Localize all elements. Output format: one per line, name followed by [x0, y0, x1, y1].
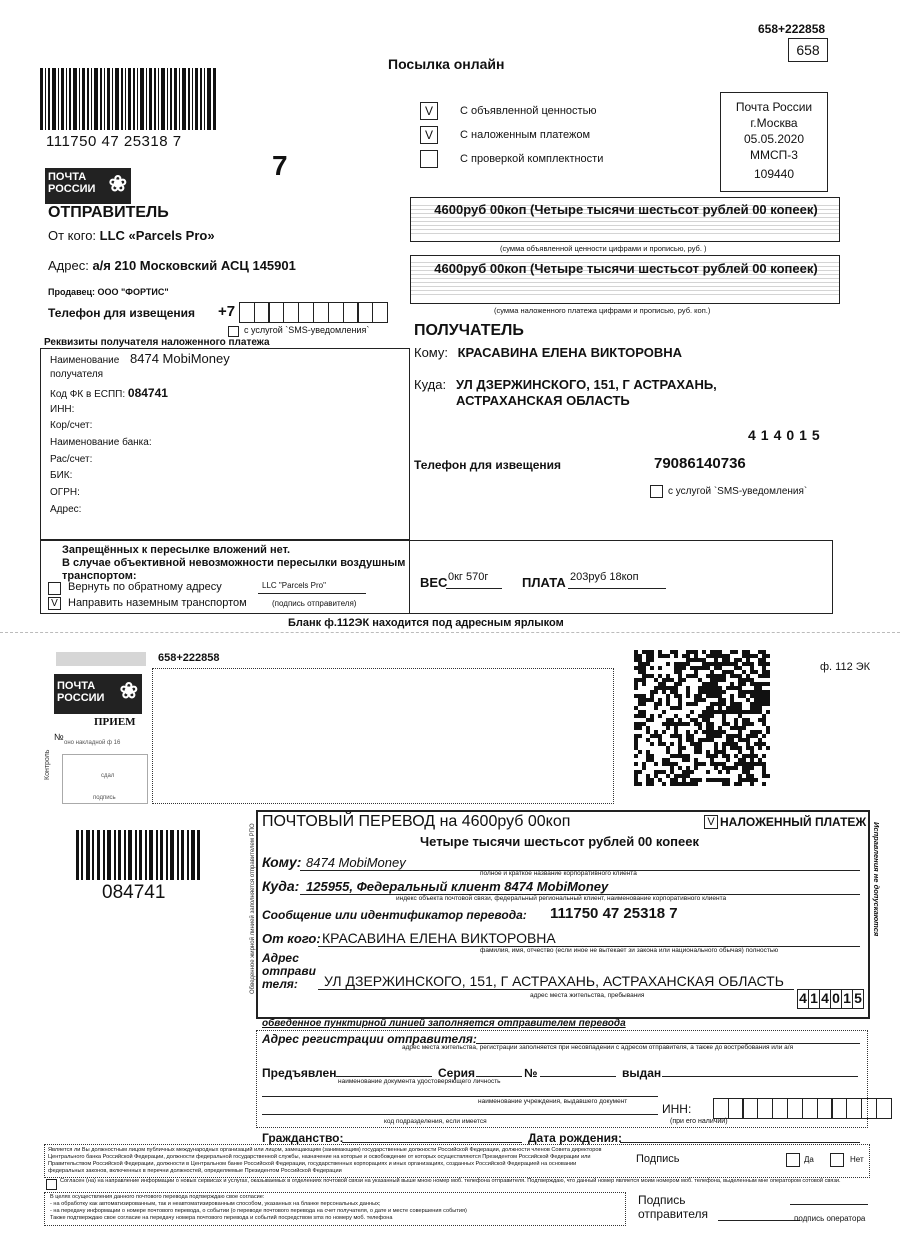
form-title: Посылка онлайн	[388, 56, 505, 72]
transfer-to-label: Кому:	[262, 854, 302, 870]
transfer-barcode	[76, 830, 202, 880]
transfer-where-value: 125955, Федеральный клиент 8474 MobiMoney	[306, 879, 609, 894]
declared-value-label: С объявленной ценностью	[460, 105, 597, 117]
issued-label: выдан	[622, 1066, 662, 1080]
postmark-stamp: Почта России г.Москва 05.05.2020 ММСП-3 109440	[720, 92, 828, 192]
sender-signature: LLC "Parcels Pro"	[262, 581, 326, 590]
completeness-label: С проверкой комплектности	[460, 153, 604, 165]
sender-address: Адрес: а/я 210 Московский АСЦ 145901	[48, 258, 296, 273]
sender-phone-label: Телефон для извещения	[48, 306, 196, 320]
dotted-area-note: обведенное пунктирной линией заполняется отправителем перевода	[262, 1018, 626, 1029]
transfer-message-label: Сообщение или идентификатор перевода:	[262, 908, 527, 922]
sender-from: От кого: LLC «Parcels Pro»	[48, 228, 215, 243]
consent-text: Согласен (на) на направление информации о новых сервисах и услугах, оказываемых в отделениях почтовой связи на указанный выше мною номер моб. телефона отправителя. Подтверждаю, что данный номер является моим номером моб. телефона, выделенным мне оператором сотовой связи.	[60, 1178, 841, 1184]
recipient-name-label: Наименование получателя	[50, 355, 120, 380]
transfer-title: ПОЧТОВЫЙ ПЕРЕВОД на 4600руб 00коп	[262, 813, 571, 830]
weight-value: 0кг 570г	[448, 571, 489, 583]
recipient-sms-label: с услугой `SMS-уведомления`	[668, 486, 808, 497]
transfer-addr-label: Адрес отправи теля:	[262, 951, 316, 991]
operator-signature-label: подпись оператора	[794, 1214, 866, 1223]
citizenship-label: Гражданство:	[262, 1131, 344, 1145]
sender-phone-cells[interactable]	[240, 302, 388, 323]
recipient-to: Кому: КРАСАВИНА ЕЛЕНА ВИКТОРОВНА	[414, 345, 683, 360]
control-label: Контроль	[44, 749, 51, 780]
sender-signature-label: Подпись отправителя	[638, 1193, 708, 1221]
transfer-cod-label: НАЛОЖЕННЫЙ ПЛАТЕЖ	[720, 815, 867, 829]
return-checkbox[interactable]	[48, 582, 61, 595]
agreement-text: В целях осуществления данного почтового перевода подтверждаю свое согласие: - на обработку как автоматизированным, так и неавтоматизированным способом, указанных на бланке персональных данных; - на передачу информации о номере почтового перевода, о событии (о переводе почтового перевода на счет получателя, о дате и месте совершения события) Также подтверждаю свое согласие на передачу номера почтового перевода и событий посредством sms по номеру моб. телефона	[50, 1194, 467, 1221]
pep-yes-label: Да	[804, 1155, 814, 1164]
recipient-sms-checkbox[interactable]	[650, 485, 663, 498]
sender-signature-caption: (подпись отправителя)	[272, 599, 357, 608]
vertical-right-note: Исправления не допускаются	[872, 822, 881, 937]
eagle-icon: ❀	[108, 171, 127, 196]
cod-checkbox[interactable]: V	[420, 126, 438, 144]
cod-label: С наложенным платежом	[460, 129, 591, 141]
eagle-icon: ❀	[119, 678, 138, 703]
form112-stamp-area	[152, 668, 614, 804]
consent-checkbox[interactable]	[46, 1179, 57, 1190]
recipient-index: 414015	[748, 427, 825, 443]
transfer-index-cells: 4 1 4 0 1 5	[798, 989, 864, 1009]
transfer-message-value: 111750 47 25318 7	[550, 905, 678, 922]
rs-label: Рас/счет:	[50, 454, 93, 465]
inn-label-2: ИНН:	[662, 1102, 692, 1116]
divider-text: Бланк ф.112ЭК находится под адресным ярлыком	[288, 617, 564, 629]
weight-label: ВЕС	[420, 575, 448, 590]
addr-label: Адрес:	[50, 504, 82, 515]
inn-cells[interactable]	[714, 1098, 892, 1119]
transfer-from-caption: фамилия, имя, отчество (если иное не вытекает зи закона или национального обычая) полностью	[480, 947, 779, 954]
priem-no: №	[54, 732, 64, 742]
reg-address-label: Адрес регистрации отправителя:	[262, 1032, 477, 1046]
sender-phone-prefix: +7	[218, 303, 236, 320]
transfer-amount-words: Четыре тысячи шестьсот рублей 00 копеек	[420, 834, 699, 849]
bank-label: Наименование банка:	[50, 437, 152, 448]
pep-signature-label: Подпись	[636, 1153, 680, 1165]
declared-value-box: 4600руб 00коп (Четыре тысячи шестьсот рублей 00 копеек)	[410, 197, 840, 242]
transfer-addr-value: УЛ ДЗЕРЖИНСКОГО, 151, Г АСТРАХАНЬ, АСТРАХАНСКАЯ ОБЛАСТЬ	[324, 973, 784, 989]
form112-code: 658+222858	[158, 652, 220, 664]
seller: Продавец: ООО "ФОРТИС"	[48, 287, 169, 297]
inn-label: ИНН:	[50, 404, 75, 415]
transfer-from-value: КРАСАВИНА ЕЛЕНА ВИКТОРОВНА	[322, 930, 556, 946]
doc-caption: наименование документа удостоверяющего личность	[338, 1078, 501, 1085]
series-label: Серия	[438, 1066, 476, 1080]
parcel-barcode	[40, 68, 218, 130]
fee-label: ПЛАТА	[522, 575, 566, 590]
vertical-left-note: Обведенное жирной линией заполняется отправителем РПО	[250, 823, 256, 994]
recipient-name-value: 8474 MobiMoney	[130, 351, 230, 366]
recipient-phone: 79086140736	[654, 455, 746, 472]
number-label: №	[524, 1066, 538, 1080]
pep-no-label: Нет	[850, 1155, 864, 1164]
cod-value-box: 4600руб 00коп (Четыре тысячи шестьсот рублей 00 копеек)	[410, 255, 840, 304]
fk-code: Код ФК в ЕСПП: 084741	[50, 386, 168, 400]
declared-value-caption: (сумма объявленной ценности цифрами и прописью, руб. )	[500, 244, 707, 253]
transfer-barcode-number: 084741	[102, 882, 166, 903]
priem-label: ПРИЕМ	[94, 716, 136, 728]
top-code: 658+222858	[758, 22, 826, 36]
transfer-to-caption: полное и краткое название корпоративного клиента	[480, 870, 637, 877]
invoice-label: оно накладной ф 16	[64, 740, 121, 746]
bik-label: БИК:	[50, 470, 73, 481]
ogrn-label: ОГРН:	[50, 487, 80, 498]
fee-value: 203руб 18коп	[570, 571, 639, 583]
parcel-barcode-number: 111750 47 25318 7	[46, 133, 182, 150]
russian-post-logo: ПОЧТА РОССИИ ❀	[45, 168, 131, 204]
recipient-where-label: Куда:	[414, 377, 447, 392]
priem-stamp-area: сдал подпись	[62, 754, 148, 804]
russian-post-logo-2: ПОЧТА РОССИИ ❀	[54, 674, 142, 714]
issuer-caption: наименование учреждения, выдавшего документ	[478, 1098, 628, 1105]
pep-no-checkbox[interactable]	[830, 1153, 844, 1167]
birthdate-label: Дата рождения:	[528, 1131, 623, 1145]
transfer-from-label: От кого:	[262, 931, 321, 946]
recipient-address: УЛ ДЗЕРЖИНСКОГО, 151, Г АСТРАХАНЬ, АСТРАХАНСКАЯ ОБЛАСТЬ	[456, 377, 717, 408]
requisites-title: Реквизиты получателя наложенного платежа	[44, 337, 270, 348]
sender-sms-checkbox[interactable]	[228, 326, 239, 337]
sender-sms-label: с услугой `SMS-уведомления`	[244, 325, 370, 335]
korr-label: Кор/счет:	[50, 420, 93, 431]
cod-value-caption: (сумма наложенного платежа цифрами и прописью, руб. коп.)	[494, 306, 711, 315]
qr-code	[634, 650, 772, 786]
recipient-phone-label: Телефон для извещения	[414, 458, 562, 472]
transfer-cod-checkbox[interactable]: V	[704, 815, 718, 829]
pep-text: Является ли Вы должностным лицом публичных международных организаций или лицом, замещающим (занимающим) государственные должности Российской Федерации, должности членов Совета директоров Центрального банка Российской Федерации, должности федеральной государственной службы, назначение на которые и освобождение от которых осуществляются Президентом Российской Федерации или Правительством Российской Федерации, должности в Центральном банке Российской Федерации, государственных корпорациях и иных организациях, созданных Российской Федерацией на основании федеральных законов, включенных в перечни должностей, определяемые Президентом Российской Федерации	[48, 1147, 602, 1174]
form112-name: ф. 112 ЭК	[820, 661, 871, 673]
ground-label: Направить наземным транспортом	[68, 597, 247, 609]
dept-caption: код подразделения, если имеется	[384, 1118, 487, 1125]
recipient-title: ПОЛУЧАТЕЛЬ	[414, 322, 524, 339]
presented-label: Предъявлен	[262, 1066, 337, 1080]
declared-value-checkbox[interactable]: V	[420, 102, 438, 120]
completeness-checkbox[interactable]	[420, 150, 438, 168]
sender-title: ОТПРАВИТЕЛЬ	[48, 204, 169, 221]
transfer-where-caption: индекс объекта почтовой связи, федеральный региональный клиент, наименование корпоративного клиента	[396, 895, 727, 902]
inn-caption: (при его наличии)	[670, 1118, 728, 1125]
transfer-to-value: 8474 MobiMoney	[306, 855, 406, 870]
ground-checkbox[interactable]: V	[48, 597, 61, 610]
top-box-number: 658	[788, 38, 828, 62]
return-label: Вернуть по обратному адресу	[68, 581, 222, 593]
transfer-where-label: Куда:	[262, 878, 300, 894]
reg-address-caption: адрес места жительства, регистрации заполняется при несовпадении с адресом отправителя, а также до востребования или а/я	[402, 1044, 794, 1051]
big-digit: 7	[272, 150, 288, 181]
bank-logo	[56, 652, 146, 666]
pep-yes-checkbox[interactable]	[786, 1153, 800, 1167]
restrictions-text: Запрещённых к пересылке вложений нет. В случае объективной невозможности пересылки воздушным транспортом:	[62, 544, 406, 582]
transfer-addr-caption: адрес места жительства, пребывания	[530, 992, 645, 999]
